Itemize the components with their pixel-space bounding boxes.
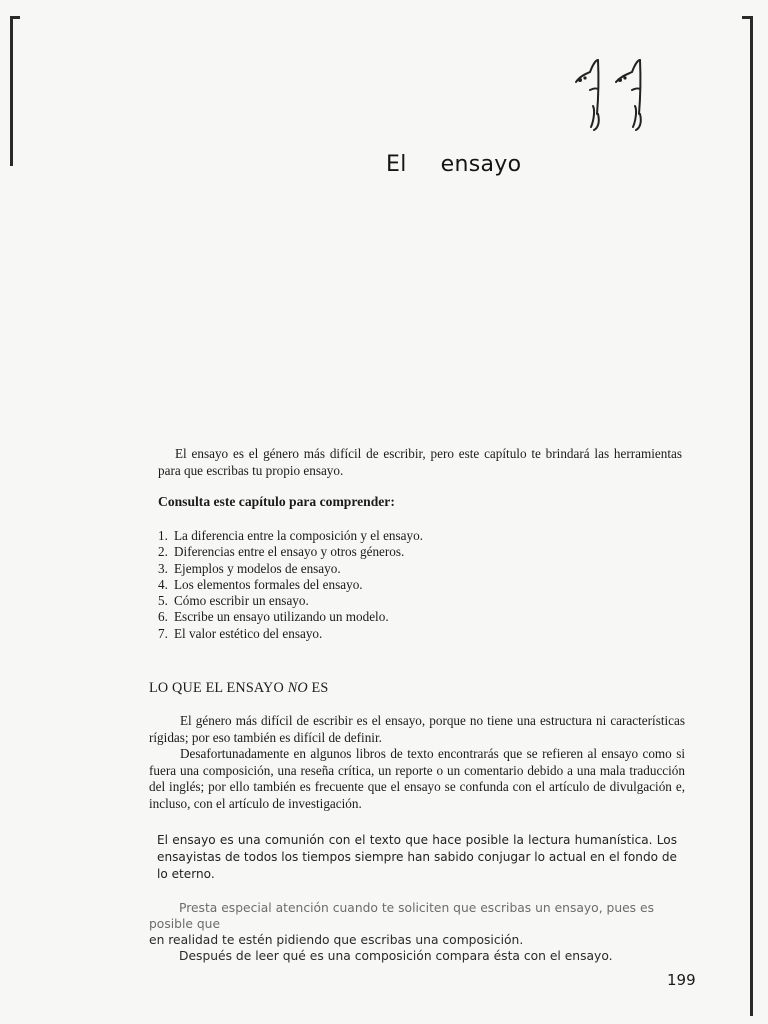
list-item-number: 6.	[158, 609, 168, 625]
intro-paragraph: El ensayo es el género más difícil de escribir, pero este capítulo te brindará las herramientas para que escribas tu propio ensayo.	[158, 446, 682, 478]
closing-line: Presta especial atención cuando te soliciten que escribas un ensayo, pues es posible que	[149, 901, 654, 931]
closing-line: Después de leer qué es una composición compara ésta con el ensayo.	[179, 949, 613, 963]
body-paragraph: Desafortunadamente en algunos libros de texto encontrarás que se refieren al ensayo como si fuera una composición, una reseña crítica, un reporte o un comentario debido a una mala traducción del inglés; por ello también es frecuente que el ensayo se confunda con el artículo de divulgación e, incluso, con el artículo de investigación.	[149, 746, 685, 811]
chapter-title-word-2: ensayo	[440, 152, 522, 177]
list-item-text: Diferencias entre el ensayo y otros géneros.	[174, 544, 405, 560]
section-heading	[149, 680, 329, 697]
scan-border-right	[750, 16, 753, 1016]
consulta-heading: Consulta este capítulo para comprender:	[158, 494, 395, 509]
body-text	[149, 713, 685, 812]
list-item-number: 1.	[158, 528, 168, 543]
list-item	[158, 528, 423, 544]
page-number: 199	[667, 971, 696, 989]
closing-text	[149, 900, 685, 964]
scan-border-right-cap	[742, 16, 752, 19]
chapter-title-word-1: El	[386, 152, 407, 177]
section-heading-pre: LO QUE EL ENSAYO	[149, 680, 288, 696]
list-item-text: Escribe un ensayo utilizando un modelo.	[174, 609, 389, 625]
scan-border-left-cap	[10, 16, 20, 19]
list-item-number: 5.	[158, 593, 168, 609]
body-paragraph: El género más difícil de escribir es el ensayo, porque no tiene una estructura ni características rígidas; por eso también es difícil de definir.	[149, 713, 685, 745]
list-item	[158, 577, 423, 593]
objectives-list	[158, 528, 423, 642]
list-item	[158, 609, 423, 625]
closing-line: en realidad te estén pidiendo que escribas una composición.	[149, 933, 524, 947]
section-heading-post: ES	[307, 680, 329, 696]
list-item-text: El valor estético del ensayo.	[174, 625, 323, 641]
chapter-title	[386, 152, 521, 177]
chapter-number-icon	[568, 52, 658, 134]
quote-block: El ensayo es una comunión con el texto que hace posible la lectura humanística. Los ensayistas de todos los tiempos siempre han sabido conjugar lo actual en el fondo de lo eterno.	[157, 833, 677, 881]
list-item-text: Cómo escribir un ensayo.	[174, 593, 309, 609]
list-item-number: 2.	[158, 544, 168, 560]
section-heading-emphasis: NO	[287, 680, 308, 696]
list-item-text: Los elementos formales del ensayo.	[174, 576, 363, 592]
list-item-number: 3.	[158, 560, 168, 576]
list-item	[158, 626, 423, 642]
list-item	[158, 561, 423, 577]
list-item-number: 7.	[158, 625, 168, 641]
list-item-number: 4.	[158, 576, 168, 592]
list-item-text: Ejemplos y modelos de ensayo.	[174, 560, 341, 576]
list-item	[158, 544, 423, 560]
list-item	[158, 593, 423, 609]
scan-border-left	[10, 16, 13, 166]
list-item-text: La diferencia entre la composición y el ensayo.	[174, 528, 423, 543]
